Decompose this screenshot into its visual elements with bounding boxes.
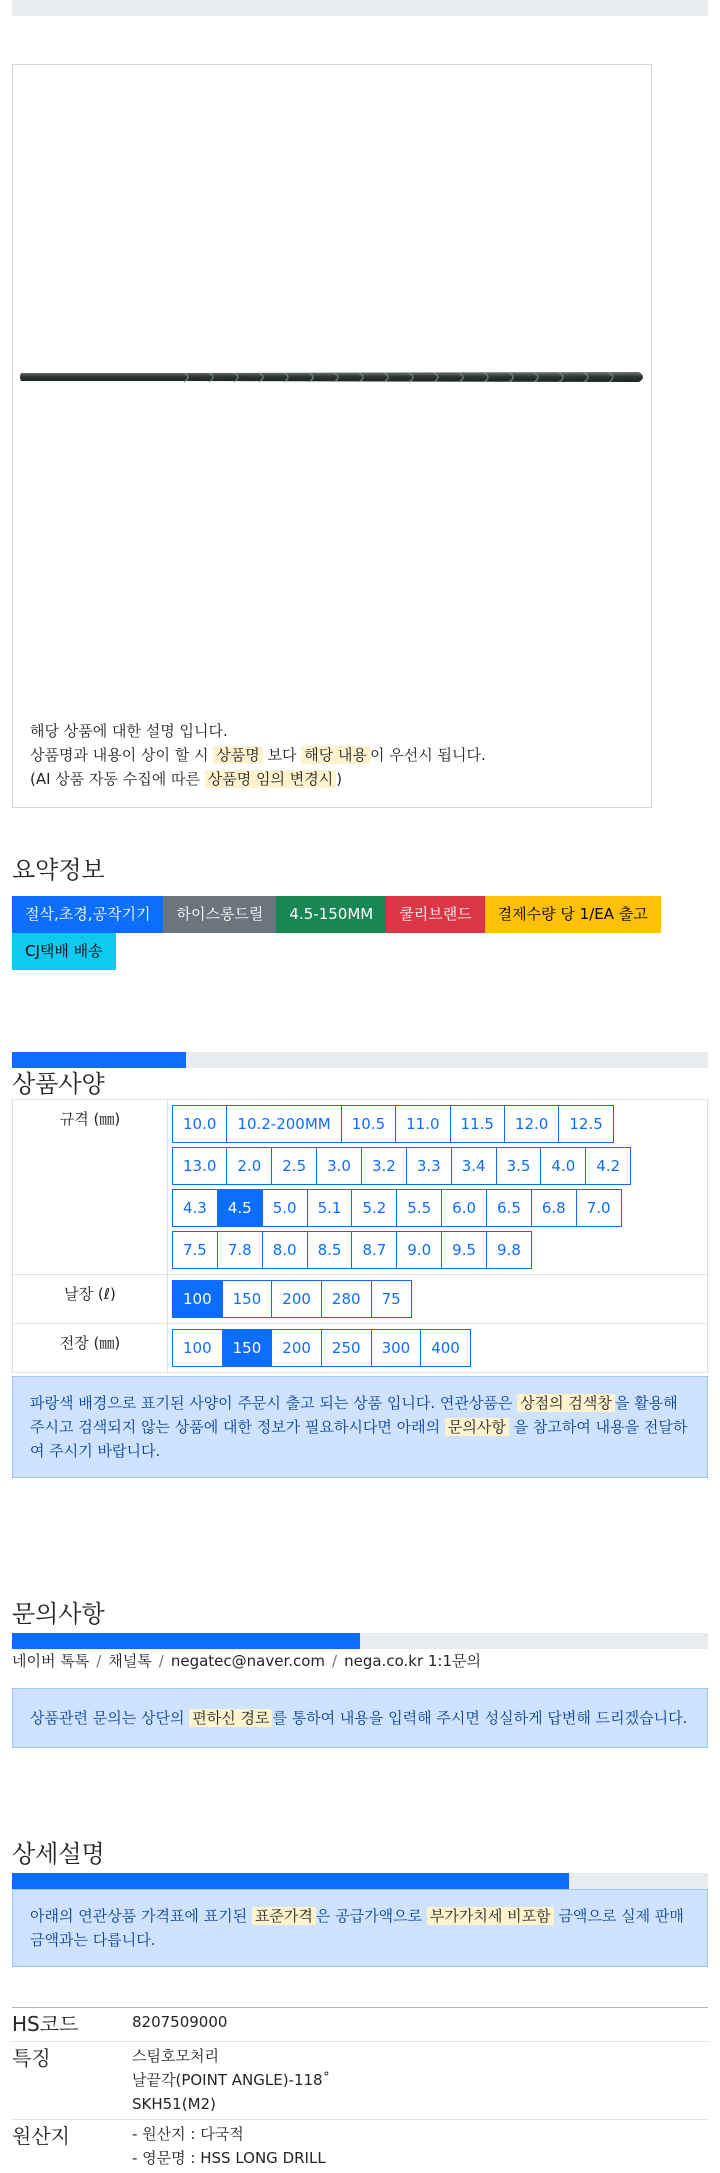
option-size-7-5[interactable]: 7.5	[172, 1231, 218, 1269]
notice-text: 아래의 연관상품 가격표에 표기된	[30, 1907, 252, 1925]
feature-item: 스팀호모처리	[132, 2044, 708, 2068]
contact-email[interactable]: negatec@naver.com	[171, 1652, 325, 1670]
option-size-10-5[interactable]: 10.5	[341, 1105, 396, 1143]
origin-item: - 원산지 : 다국적	[132, 2122, 708, 2146]
product-description	[30, 719, 486, 791]
separator: /	[159, 1652, 164, 1670]
option-size-10-0[interactable]: 10.0	[172, 1105, 227, 1143]
desc-text: (AI 상품 자동 수집에 따른	[30, 770, 205, 788]
option-flute-75[interactable]: 75	[371, 1280, 412, 1318]
spec-label-length: 전장 (㎜)	[13, 1324, 168, 1373]
detail-title: 상세설명	[12, 1834, 105, 1869]
highlight-standard-price: 표준가격	[252, 1907, 316, 1925]
desc-line-3	[30, 767, 486, 791]
option-size-7-0[interactable]: 7.0	[576, 1189, 622, 1227]
option-size-4-2[interactable]: 4.2	[585, 1147, 631, 1185]
spec-progress-bar	[12, 1052, 708, 1068]
notice-text: 를 통하여 내용을 입력해 주시면 성실하게 답변해 드리겠습니다.	[272, 1709, 687, 1727]
spec-notice	[12, 1376, 708, 1478]
desc-line-1: 해당 상품에 대한 설명 입니다.	[30, 719, 486, 743]
product-image-card	[12, 64, 652, 808]
option-size-5-2[interactable]: 5.2	[351, 1189, 397, 1227]
option-size-5-5[interactable]: 5.5	[396, 1189, 442, 1227]
badge-category: 절삭,초경,공작기기	[12, 896, 163, 933]
info-row-hs	[12, 2008, 708, 2042]
option-size-10-2-200mm[interactable]: 10.2-200MM	[226, 1105, 341, 1143]
badge-brand: 쿨리브랜드	[386, 896, 484, 933]
badge-product-type: 하이스롱드릴	[163, 896, 276, 933]
drill-product-image	[19, 365, 647, 389]
option-size-6-5[interactable]: 6.5	[486, 1189, 532, 1227]
inquiry-progress-bar	[12, 1633, 708, 1649]
highlight-search-box: 상점의 검색창	[517, 1394, 615, 1412]
option-size-9-5[interactable]: 9.5	[441, 1231, 487, 1269]
origin-item: - 영문명 : HSS LONG DRILL	[132, 2146, 708, 2170]
option-size-3-3[interactable]: 3.3	[406, 1147, 452, 1185]
option-size-7-8[interactable]: 7.8	[217, 1231, 263, 1269]
spec-options-length	[168, 1324, 708, 1373]
inquiry-title: 문의사항	[12, 1594, 105, 1629]
desc-text: 상품명과 내용이 상이 할 시	[30, 746, 213, 764]
option-size-11-0[interactable]: 11.0	[395, 1105, 450, 1143]
option-length-100[interactable]: 100	[172, 1329, 223, 1367]
info-value-hs: 8207509000	[132, 2008, 708, 2042]
info-label-features: 특징	[12, 2042, 132, 2120]
option-size-3-5[interactable]: 3.5	[496, 1147, 542, 1185]
option-length-400[interactable]: 400	[420, 1329, 471, 1367]
spec-label-flute: 날장 (ℓ)	[13, 1275, 168, 1324]
option-size-6-0[interactable]: 6.0	[441, 1189, 487, 1227]
highlight-inquiry: 문의사항	[445, 1418, 509, 1436]
inquiry-notice	[12, 1688, 708, 1748]
option-size-8-0[interactable]: 8.0	[262, 1231, 308, 1269]
notice-text: 파랑색 배경으로 표기된 사양이 주문시 출고 되는 상품 입니다. 연관상품은	[30, 1394, 517, 1412]
desc-text: 보다	[263, 746, 302, 764]
desc-line-2	[30, 743, 486, 767]
option-size-5-0[interactable]: 5.0	[262, 1189, 308, 1227]
contact-channeltalk[interactable]: 채널톡	[108, 1652, 151, 1670]
detail-progress-bar	[12, 1873, 708, 1889]
contact-website-inquiry[interactable]: nega.co.kr 1:1문의	[344, 1652, 481, 1670]
option-flute-200[interactable]: 200	[271, 1280, 322, 1318]
highlight-route: 편하신 경로	[189, 1709, 272, 1727]
notice-text: 을 참고하여 내용을 전달하여 주시기 바랍니다.	[30, 1418, 687, 1460]
detail-notice	[12, 1889, 708, 1967]
option-size-11-5[interactable]: 11.5	[450, 1105, 505, 1143]
feature-item: SKH51(M2)	[132, 2092, 708, 2116]
option-size-9-8[interactable]: 9.8	[486, 1231, 532, 1269]
highlight-name-change: 상품명 임의 변경시	[205, 770, 336, 788]
spec-title: 상품사양	[12, 1064, 105, 1099]
inquiry-progress-fill	[12, 1633, 360, 1649]
option-size-3-2[interactable]: 3.2	[361, 1147, 407, 1185]
option-length-200[interactable]: 200	[271, 1329, 322, 1367]
badge-shipping-qty: 결제수량 당 1/EA 출고	[485, 896, 661, 933]
option-size-12-5[interactable]: 12.5	[558, 1105, 613, 1143]
option-size-13-0[interactable]: 13.0	[172, 1147, 227, 1185]
contact-channels	[12, 1650, 481, 1671]
notice-text: 금액으로 실제 판매금액과는 다릅니다.	[30, 1907, 684, 1949]
option-size-8-5[interactable]: 8.5	[307, 1231, 353, 1269]
spec-row-length	[13, 1324, 708, 1373]
spec-row-flute	[13, 1275, 708, 1324]
option-size-6-8[interactable]: 6.8	[531, 1189, 577, 1227]
option-size-4-0[interactable]: 4.0	[540, 1147, 586, 1185]
notice-text: 은 공급가액으로	[316, 1907, 427, 1925]
option-flute-150[interactable]: 150	[222, 1280, 273, 1318]
highlight-vat-excluded: 부가가치세 비포함	[427, 1907, 554, 1925]
product-info-table	[12, 2007, 708, 2173]
info-label-hs: HS코드	[12, 2008, 132, 2042]
info-row-features	[12, 2042, 708, 2120]
option-size-8-7[interactable]: 8.7	[351, 1231, 397, 1269]
spec-label-size: 규격 (㎜)	[13, 1100, 168, 1275]
option-length-150-selected[interactable]: 150	[222, 1329, 273, 1367]
info-value-origin	[132, 2120, 708, 2173]
spec-options-flute	[168, 1275, 708, 1324]
notice-text: 을 활용해 주시고 검색되지 않는 상품에 대한 정보가 필요하시다면 아래의	[30, 1394, 678, 1436]
option-size-2-5[interactable]: 2.5	[271, 1147, 317, 1185]
desc-text: 이 우선시 됩니다.	[370, 746, 486, 764]
highlight-product-name: 상품명	[213, 746, 262, 764]
option-size-12-0[interactable]: 12.0	[504, 1105, 559, 1143]
info-value-features	[132, 2042, 708, 2120]
separator: /	[96, 1652, 101, 1670]
feature-item: 날끝각(POINT ANGLE)-118˚	[132, 2068, 708, 2092]
summary-title: 요약정보	[12, 850, 105, 885]
option-size-3-0[interactable]: 3.0	[316, 1147, 362, 1185]
badge-courier: CJ택배 배송	[12, 933, 116, 970]
option-length-300[interactable]: 300	[371, 1329, 422, 1367]
option-size-3-4[interactable]: 3.4	[451, 1147, 497, 1185]
option-size-4-3[interactable]: 4.3	[172, 1189, 218, 1227]
option-size-5-1[interactable]: 5.1	[307, 1189, 353, 1227]
notice-text: 상품관련 문의는 상단의	[30, 1709, 189, 1727]
badge-size-range: 4.5-150MM	[276, 896, 386, 933]
top-progress-track	[12, 0, 708, 16]
spec-options-size	[168, 1100, 708, 1275]
option-length-250[interactable]: 250	[321, 1329, 372, 1367]
summary-badges	[12, 896, 708, 970]
separator: /	[332, 1652, 337, 1670]
spec-row-size	[13, 1100, 708, 1275]
highlight-content: 해당 내용	[301, 746, 370, 764]
contact-naver-talktalk[interactable]: 네이버 톡톡	[12, 1652, 89, 1670]
desc-text: )	[336, 770, 342, 788]
option-size-9-0[interactable]: 9.0	[396, 1231, 442, 1269]
option-flute-100-selected[interactable]: 100	[172, 1280, 223, 1318]
option-size-2-0[interactable]: 2.0	[226, 1147, 272, 1185]
detail-progress-fill	[12, 1873, 569, 1889]
option-size-4-5-selected[interactable]: 4.5	[217, 1189, 263, 1227]
info-row-origin	[12, 2120, 708, 2173]
spec-table	[12, 1099, 708, 1373]
option-flute-280[interactable]: 280	[321, 1280, 372, 1318]
info-label-origin: 원산지	[12, 2120, 132, 2173]
